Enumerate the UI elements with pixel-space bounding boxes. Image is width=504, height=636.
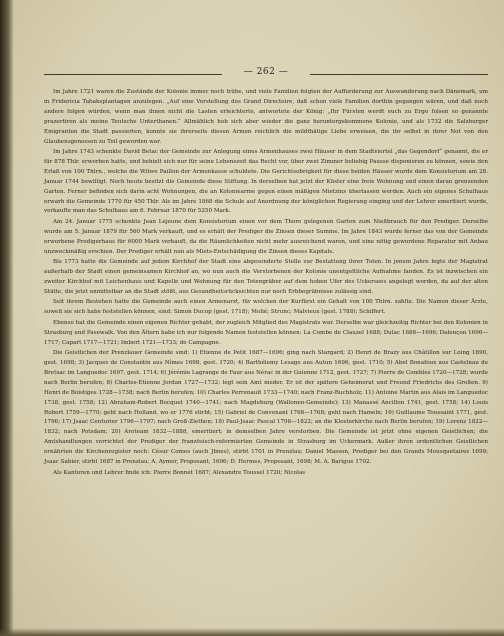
page-number: — 262 — [243, 67, 289, 77]
page-shadow-left [0, 0, 14, 636]
paragraph-judges: Ebenso hat die Gemeinde einen eigenen Richter gehabt, der zugleich Mitglied des Magistrats war. Derselbe war gleichzeitig Richter bei den Kolonien in Strasburg und Pasewalk. Von den Ältern habe ich nur folgende Namen feststellen können: La Combe de Clauzel 1688; Dulac 1688—1696; Dalençon 1696—1717; Capart 1717—1721; Imbert 1721—1733; de Campagne. [44, 319, 488, 346]
paragraph-physicians: Seit ihrem Bestehen hatte die Gemeinde auch einen Armenarzt, für welchen der Kurfürst ein Gehalt von 100 Thlrn. zahlte. Die Namen dieser Ärzte, soweit sie sich habe feststellen können, sind: Simon Ducop (gest. 1718); Molié; Strunc; Malvieux (gest. 1788); Schiffert. [44, 299, 488, 316]
paragraph-garden: Am 24. Januar 1775 schenkte Jean Lejeune dem Konsistorium einen vor dem Thore gelegenen Garten zum Nießbrauch für den Prediger. Derselbe wurde am 5. Januar 1879 für 560 Mark verkauft, und es erhält der Prediger die Zinsen dieser Summe. Im Jahre 1843 wurde ferner das von der Gemeinde erworbene Predigerhaus für 6000 Mark verkauft, da die Räumlichkeiten nicht mehr ausreichend waren, und eine nötig gewordene Reparatur mit Anbau unzweckmäßig erschien. Der Prediger erhält nun als Miets-Entschädigung die Zinsen dieses Kapitals. [44, 218, 488, 255]
paragraph-cantors: Als Kantoren und Lehrer finde ich: Pierre Bonnet 1687; Alexandre Toussel 1720; Nicolas [53, 469, 306, 476]
paragraph-almshouse: Im Jahre 1743 schenkte David Betac der Gemeinde zur Anlegung eines Armenhauses zwei Häuser in dem Stadtviertel „das Gegendorf“ genannt, die er für 878 Thlr. erworben hatte, und behielt sich nur für seine Lebenszeit das Recht vor, über zwei Zimmer beliebig Pausse disponieren zu können, sowie den Erlaß von 100 Thlrn., welche die Witwe Paillon der Armenkasse schuldete. Die Gerichtsobrigkeit für diese beiden Häuser wurde dem Konsistorium am 28. Januar 1744 bewilligt. Noch heute besitzt die Gemeinde diese Stiftung. In derselben hat jetzt der Küster eine freie Wohnung und einen daran grenzenden Garten. Ferner befinden sich darin acht Wohnungen, die an Koloniearme gegen einen mäßigen Mietzins überlassen werden. Auch ein eigenes Schulhaus erwarb die Gemeinde 1770 für 450 Thlr. Als im Jahre 1868 die Schule auf Anordnung der königlichen Regierung einging und der Lehrer emeritiert wurde, verkaufte man das Schulhaus am 6. Februar 1870 für 5250 Mark. [44, 149, 488, 215]
page-shadow-bottom [0, 628, 504, 636]
header-rule-right [310, 74, 488, 75]
paragraph-clergy: Die Geistlichen der Prenzlauer Gemeinde sind: 1) Etienne de Petit 1687—1696; ging nach Stargard; 2) Henri de Brazy aus Châtillon sur Loing 1690, gest. 1698; 3) Jacques de Constantin aus Nîmes 1698, gest. 1720; 4) Barthélemy Lesage aus Autun 1696, gest. 1710; 5) Abel Bonafoux aus Castelnau de Bretsac im Languedoc 1697, gest. 1714; 6) Jérémie Lagrange de Faur aus Nérac in der Guienne 1712, gest. 1727; 7) Pierre de Combles 1720—1728; wurde nach Berlin berufen; 8) Charles-Etienne Jordan 1727—1732; legt sein Amt nieder. Er ist der spätere Geheimerat und Freund Friedrichs des Großen. 9) Henri de Boistiges 1728—1738; nach Berlin berufen; 10) Charles Perrenault 1733—1740; nach Franz-Buchholz; 11) Antoine Martin aus Alais im Languedoc 1738, gest. 1758; 12) Abraham-Robert Bocquet 1740—1741; nach Magdeburg (Wallonen-Gemeinde); 13) Manassé Ancillon 1741, gest. 1758; 14) Louis Robert 1759—1770; geht nach Holland, wo er 1776 stirbt; 15) Gabriel de Convenant 1768—1768; geht nach Hameln; 16) Guillaume Toussaint 1771, gest. 1796; 17) Jsaac Centurier 1796—1797; nach Groß-Ziethen; 18) Paul-Jsaac Pascal 1798—1822; an die Klosterkirche nach Berlin berufen; 19) Lorenz 1822—1832; nach Potsdam; 20) Aroteam 1832—1888, emeritiert; in demselben Jahre verstorben. Die Gemeinde ist jetzt ohne eigenen Geistlichen; die Amtshandlungen verrichtet der Prediger der französisch-reformierten Gemeinde in Strasburg im Uckermark. Außer ihren ordentlichen Geistlichen ernährten die Kirchenregister noch: Césur Comes (auch Jlmes), stirbt 1701 in Prenzlau; Daniel Masson, Prediger bei den Grands Mousquetaires 1699; Jsaac Sabier, stirbt 1687 in Prenzlau; A. Aymer, Proposant, 1696; D. Hermes, Proposant, 1698; M. A. Barigue 1702. [44, 350, 488, 466]
page-header [44, 66, 488, 82]
paragraph-emigration: Im Jahre 1721 waren die Zustände der Kolonie immer noch trübe, und viele Familien folgten der Aufforderung zur Auswanderung nach Dänemark, um in Fridericia Tabaksplantagen anzulegen. „Auf eine Vorstellung des Grand Directoire, daß schon viele Familien dorthin gegangen wären, und daß noch andere folgen würden, wenn man ihnen nicht die Lasten erleichterte, antwortete der König: „Ihr Fürsten werdt euch zu Ergo folsen so genannte prazertiren als meine Teutsche Unterthanen.“ Allmählich hob sich aber wieder die ganz heruntergekommene Kolonie, und als 1732 die Salzburger Emigranten die Stadt passierten, konnte sie ihrerseits diesen Armen reichlich die mildthätige Liebe erweisen, die ihr selbst in ihrer Not von den Glaubensgenossen zu Teil geworden war. [44, 89, 488, 145]
paragraph-cemetery: Bis 1773 hatte die Gemeinde auf jedem Kirchhof der Stadt eine abgesonderte Stelle zur Bestattung ihrer Toten. In jenem Jahre legte der Magistrat außerhalb der Stadt einen gemeinsamen Kirchhof an, wo nun auch die Verstorbenen der Kolonie unentgeltliche Aufnahme fanden. Es ist inzwischen ein zweiter Kirchhof mit Leichenhaus und Kapelle und Wohnung für den Totengräber auf dem hohen Ufer des Uckersees angelegt worden, da auf der alten Stätte, die jetzt unmittelbar an die Stadt stößt, aus Gesundheitsrücksichten nur noch Erbbegräbnisse zulässig sind. [44, 259, 488, 295]
page-body [44, 88, 488, 479]
